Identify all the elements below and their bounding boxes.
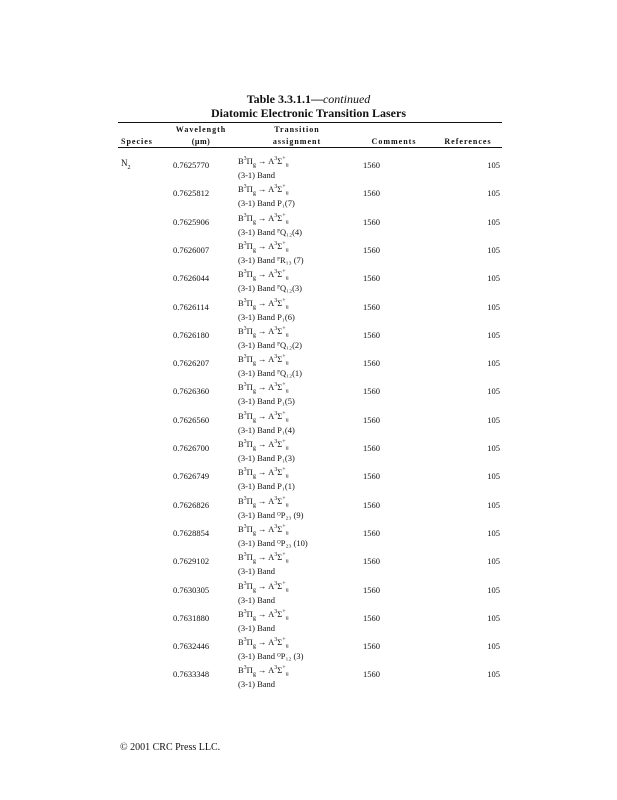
comments-cell: 1560 <box>363 527 380 538</box>
band-cell: (3-1) Band P₁(1) <box>238 481 295 492</box>
table-row <box>0 382 617 410</box>
transition-cell: $B^3\Pi_g \to A^3\Sigma^+_u$ <box>238 552 289 565</box>
transition-cell: $B^3\Pi_g \to A^3\Sigma^+_u$ <box>238 665 289 679</box>
table-row <box>0 354 617 382</box>
table-row <box>0 552 617 580</box>
references-cell: 105 <box>487 669 500 680</box>
band-cell: (3-1) Band <box>238 679 276 690</box>
table-row <box>0 637 617 665</box>
transition-cell: $B^3\Pi_g \to A^3\Sigma^+_u$ <box>238 184 289 197</box>
wavelength-cell: 0.7632446 <box>173 641 210 652</box>
comments-cell: 1560 <box>363 414 380 425</box>
references-cell: 105 <box>487 612 500 623</box>
table-row <box>0 326 617 354</box>
table-row <box>0 411 617 439</box>
references-cell: 105 <box>487 414 500 425</box>
wavelength-cell: 0.7630305 <box>173 584 210 595</box>
band-cell: (3-1) Band <box>238 594 276 605</box>
table-row <box>0 609 617 637</box>
comments-cell: 1560 <box>363 386 380 397</box>
comments-cell: 1560 <box>363 216 380 227</box>
table-row <box>0 156 617 184</box>
wavelength-cell: 0.7633348 <box>173 669 210 680</box>
wavelength-cell: 0.7625906 <box>173 216 210 227</box>
wavelength-cell: 0.7626560 <box>173 414 210 425</box>
header-wavelength: Wavelength <box>175 125 227 134</box>
table-row <box>0 184 617 212</box>
comments-cell: 1560 <box>363 160 380 170</box>
band-cell: (3-1) Band ᴾQ₁₂(1) <box>238 368 302 379</box>
band-cell: (3-1) Band P₁(3) <box>238 453 295 463</box>
comments-cell: 1560 <box>363 584 380 595</box>
wavelength-cell: 0.7631880 <box>173 612 210 623</box>
transition-cell: $B^3\Pi_g \to A^3\Sigma^+_u$ <box>238 523 289 537</box>
wavelength-cell: 0.7626114 <box>173 301 209 312</box>
species-label: $N_2$ <box>121 158 131 171</box>
transition-cell: $B^3\Pi_g \to A^3\Sigma^+_u$ <box>238 240 289 254</box>
table-row <box>0 213 617 241</box>
table-title-continued: continued <box>322 92 371 106</box>
table-row <box>0 439 617 467</box>
references-cell: 105 <box>487 471 500 482</box>
references-cell: 105 <box>487 386 500 397</box>
comments-cell: 1560 <box>363 273 380 284</box>
comments-cell: 1560 <box>363 244 380 255</box>
wavelength-cell: 0.7626826 <box>173 499 210 510</box>
band-cell: (3-1) Band <box>238 622 276 633</box>
wavelength-cell: 0.7626180 <box>173 329 210 340</box>
table-row <box>0 581 617 609</box>
wavelength-cell: 0.7629102 <box>173 556 210 567</box>
references-cell: 105 <box>487 244 500 255</box>
comments-cell: 1560 <box>363 669 380 680</box>
references-cell: 105 <box>487 358 500 369</box>
wavelength-cell: 0.7626700 <box>173 443 210 453</box>
references-cell: 105 <box>487 188 500 199</box>
comments-cell: 1560 <box>363 188 380 199</box>
header-species: Species <box>121 137 153 146</box>
transition-cell: $B^3\Pi_g \to A^3\Sigma^+_u$ <box>238 325 289 339</box>
comments-cell: 1560 <box>363 471 380 482</box>
wavelength-cell: 0.7628854 <box>173 527 210 538</box>
table-row <box>0 524 617 552</box>
transition-cell: $B^3\Pi_g \to A^3\Sigma^+_u$ <box>238 156 289 169</box>
band-cell: (3-1) Band ᴼP₂₃ (10) <box>238 537 308 548</box>
band-cell: (3-1) Band ᴼP₂₃ (9) <box>238 509 304 520</box>
table-title: Table 3.3.1.1—continued <box>246 92 371 106</box>
comments-cell: 1560 <box>363 499 380 510</box>
references-cell: 105 <box>487 641 500 652</box>
wavelength-cell: 0.7626207 <box>173 358 210 369</box>
band-cell: (3-1) Band <box>238 566 276 577</box>
transition-cell: $B^3\Pi_g \to A^3\Sigma^+_u$ <box>238 410 289 424</box>
transition-cell: $B^3\Pi_g \to A^3\Sigma^+_u$ <box>238 439 289 452</box>
wavelength-cell: 0.7626044 <box>173 273 210 284</box>
table-row <box>0 467 617 495</box>
references-cell: 105 <box>487 160 500 170</box>
band-cell: (3-1) Band <box>238 170 276 180</box>
references-cell: 105 <box>487 556 500 567</box>
references-cell: 105 <box>487 584 500 595</box>
references-cell: 105 <box>487 443 500 453</box>
table-subtitle: Diatomic Electronic Transition Lasers <box>211 106 406 120</box>
wavelength-cell: 0.7625770 <box>173 160 210 170</box>
header-references: References <box>444 137 492 146</box>
band-cell: (3-1) Band ᴼP₁₂ (3) <box>238 651 304 662</box>
band-cell: (3-1) Band ᴾQ₁₂(2) <box>238 339 302 350</box>
transition-cell: $B^3\Pi_g \to A^3\Sigma^+_u$ <box>238 382 289 396</box>
transition-cell: $B^3\Pi_g \to A^3\Sigma^+_u$ <box>238 637 289 650</box>
table-row <box>0 665 617 693</box>
transition-cell: $B^3\Pi_g \to A^3\Sigma^+_u$ <box>238 580 289 594</box>
transition-cell: $B^3\Pi_g \to A^3\Sigma^+_u$ <box>238 608 289 622</box>
comments-cell: 1560 <box>363 612 380 623</box>
references-cell: 105 <box>487 216 500 227</box>
band-cell: (3-1) Band P₁(4) <box>238 424 295 435</box>
comments-cell: 1560 <box>363 641 380 652</box>
wavelength-cell: 0.7626007 <box>173 244 210 255</box>
header-comments: Comments <box>371 137 417 146</box>
references-cell: 105 <box>487 527 500 538</box>
band-cell: (3-1) Band P₁(6) <box>238 311 295 322</box>
transition-cell: $B^3\Pi_g \to A^3\Sigma^+_u$ <box>238 269 289 282</box>
copyright-footer: © 2001 CRC Press LLC. <box>120 742 221 753</box>
table-row <box>0 496 617 524</box>
comments-cell: 1560 <box>363 556 380 567</box>
comments-cell: 1560 <box>363 358 380 369</box>
transition-cell: $B^3\Pi_g \to A^3\Sigma^+_u$ <box>238 495 289 509</box>
table-row <box>0 269 617 297</box>
transition-cell: $B^3\Pi_g \to A^3\Sigma^+_u$ <box>238 467 289 480</box>
band-cell: (3-1) Band P₁(7) <box>238 198 295 209</box>
comments-cell: 1560 <box>363 329 380 340</box>
band-cell: (3-1) Band ᴾR₁₃ (7) <box>238 254 304 265</box>
wavelength-cell: 0.7626360 <box>173 386 210 397</box>
table-row <box>0 241 617 269</box>
comments-cell: 1560 <box>363 301 380 312</box>
band-cell: (3-1) Band P₁(5) <box>238 396 295 407</box>
transition-cell: $B^3\Pi_g \to A^3\Sigma^+_u$ <box>238 354 289 367</box>
transition-cell: $B^3\Pi_g \to A^3\Sigma^+_u$ <box>238 297 289 311</box>
references-cell: 105 <box>487 329 500 340</box>
comments-cell: 1560 <box>363 443 380 453</box>
header-transition: Transition <box>274 125 320 134</box>
references-cell: 105 <box>487 301 500 312</box>
wavelength-cell: 0.7625812 <box>173 188 210 199</box>
band-cell: (3-1) Band ᴾQ₁₂(4) <box>238 226 302 237</box>
header-assignment: assignment <box>272 137 322 146</box>
transition-cell: $B^3\Pi_g \to A^3\Sigma^+_u$ <box>238 212 289 226</box>
wavelength-cell: 0.7626749 <box>173 471 210 482</box>
references-cell: 105 <box>487 273 500 284</box>
references-cell: 105 <box>487 499 500 510</box>
table-row <box>0 298 617 326</box>
header-wavelength-unit: (µm) <box>191 137 211 146</box>
header-top-rule <box>118 122 502 123</box>
band-cell: (3-1) Band ᴾQ₁₂(3) <box>238 283 302 294</box>
header-bottom-rule <box>118 147 502 148</box>
